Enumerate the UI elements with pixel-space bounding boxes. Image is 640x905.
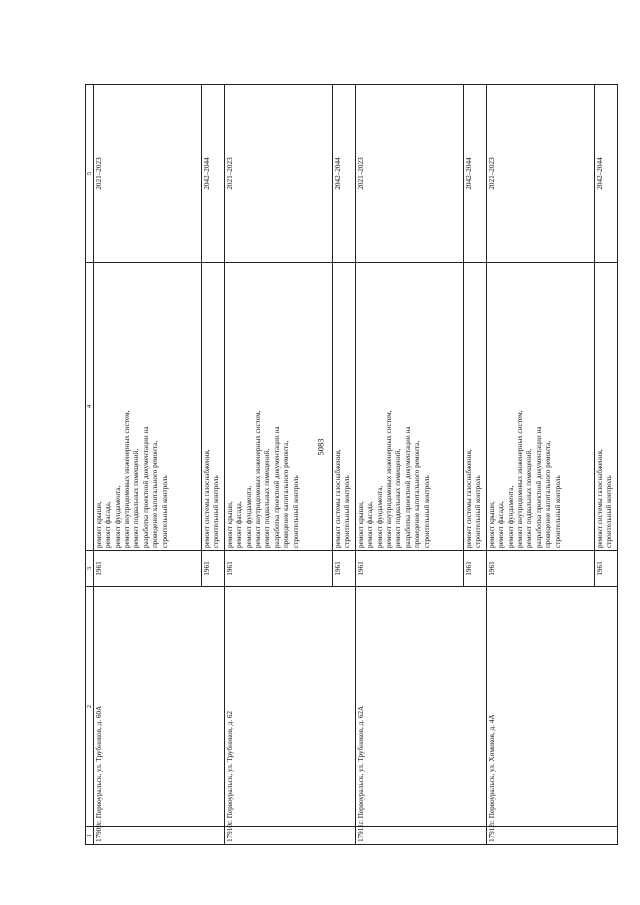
work-line: разработка проектной документации на bbox=[403, 426, 412, 548]
row-number: 17912. bbox=[487, 827, 618, 845]
work-line: ремонт крыши, bbox=[357, 501, 365, 548]
table-row bbox=[225, 85, 333, 845]
capital-repair-table bbox=[85, 84, 618, 845]
work-line: проведение капитального ремонта, bbox=[413, 440, 422, 548]
page-number: 5083 bbox=[315, 438, 325, 456]
year-cell: 1961 bbox=[356, 551, 464, 587]
address-cell: г. Первоуральск, ул. Трубников, д. 60А bbox=[94, 587, 225, 827]
work-line: проведение капитального ремонта, bbox=[544, 440, 553, 548]
work-line: ремонт фундамента, bbox=[506, 485, 515, 548]
header-col-2: 2 bbox=[86, 587, 94, 827]
work-line: ремонт фундамента, bbox=[244, 485, 253, 548]
row-number: 17909. bbox=[94, 827, 225, 845]
work-line: строительный контроль bbox=[422, 475, 431, 548]
year-cell: 1961 bbox=[94, 551, 202, 587]
work-line: ремонт фундамента, bbox=[375, 485, 384, 548]
work-line: ремонт фасада, bbox=[104, 501, 113, 548]
header-col-4: 4 bbox=[86, 263, 94, 551]
work-line: разработка проектной документации на bbox=[141, 426, 150, 548]
work-line: проведение капитального ремонта, bbox=[282, 440, 291, 548]
year-cell: 1961 bbox=[595, 551, 618, 587]
work-line: строительный контроль bbox=[212, 475, 221, 548]
period-cell: 2042–2044 bbox=[464, 85, 487, 263]
work-line: ремонт внутридомовых инженерных систем, bbox=[385, 410, 394, 548]
table-row bbox=[356, 85, 464, 845]
work-line: ремонт фасада, bbox=[235, 501, 244, 548]
year-cell: 1961 bbox=[333, 551, 356, 587]
header-row bbox=[86, 85, 94, 845]
period-cell: 2021–2023 bbox=[94, 85, 202, 263]
work-line: разработка проектной документации на bbox=[272, 426, 281, 548]
works-cell bbox=[487, 263, 595, 551]
work-line: ремонт подвальных помещений, bbox=[394, 448, 403, 548]
period-cell: 2042–2044 bbox=[202, 85, 225, 263]
works-cell bbox=[464, 263, 487, 551]
works-cell bbox=[225, 263, 333, 551]
address-cell: г. Первоуральск, ул. Химиков, д. 4А bbox=[487, 587, 618, 827]
works-cell bbox=[356, 263, 464, 551]
work-line: ремонт подвальных помещений, bbox=[525, 448, 534, 548]
work-line: ремонт подвальных помещений, bbox=[132, 448, 141, 548]
work-line: ремонт системы газоснабжения, bbox=[203, 449, 211, 548]
work-line: ремонт системы газоснабжения, bbox=[334, 449, 342, 548]
rotated-table-container bbox=[85, 85, 614, 845]
year-cell: 1961 bbox=[487, 551, 595, 587]
work-line: ремонт фасада, bbox=[497, 501, 506, 548]
address-cell: г. Первоуральск, ул. Трубников, д. 62 bbox=[225, 587, 356, 827]
work-line: ремонт крыши, bbox=[226, 501, 234, 548]
year-cell: 1961 bbox=[225, 551, 333, 587]
work-line: ремонт фундамента, bbox=[113, 485, 122, 548]
works-cell bbox=[595, 263, 618, 551]
table-body bbox=[94, 85, 618, 845]
work-line: ремонт крыши, bbox=[95, 501, 103, 548]
period-cell: 2021–2023 bbox=[356, 85, 464, 263]
work-line: строительный контроль bbox=[291, 475, 300, 548]
period-cell: 2021–2023 bbox=[487, 85, 595, 263]
works-cell bbox=[202, 263, 225, 551]
work-line: ремонт внутридомовых инженерных систем, bbox=[254, 410, 263, 548]
works-cell bbox=[333, 263, 356, 551]
work-line: проведение капитального ремонта, bbox=[151, 440, 160, 548]
period-cell: 2021–2023 bbox=[225, 85, 333, 263]
year-cell: 1961 bbox=[202, 551, 225, 587]
row-number: 17911. bbox=[356, 827, 487, 845]
work-line: ремонт подвальных помещений, bbox=[263, 448, 272, 548]
period-cell: 2042–2044 bbox=[595, 85, 618, 263]
row-number: 17910. bbox=[225, 827, 356, 845]
header-col-5: 5 bbox=[86, 85, 94, 263]
work-line: ремонт системы газоснабжения, bbox=[596, 449, 604, 548]
works-cell bbox=[94, 263, 202, 551]
table-row bbox=[487, 85, 595, 845]
work-line: строительный контроль bbox=[605, 475, 614, 548]
work-line: ремонт крыши, bbox=[488, 501, 496, 548]
table-row bbox=[94, 85, 202, 845]
work-line: строительный контроль bbox=[160, 475, 169, 548]
work-line: ремонт внутридомовых инженерных систем, bbox=[516, 410, 525, 548]
work-line: строительный контроль bbox=[474, 475, 483, 548]
work-line: ремонт системы газоснабжения, bbox=[465, 449, 473, 548]
work-line: ремонт фасада, bbox=[366, 501, 375, 548]
work-line: строительный контроль bbox=[343, 475, 352, 548]
work-line: строительный контроль bbox=[553, 475, 562, 548]
period-cell: 2042–2044 bbox=[333, 85, 356, 263]
year-cell: 1961 bbox=[464, 551, 487, 587]
work-line: разработка проектной документации на bbox=[534, 426, 543, 548]
header-col-3: 3 bbox=[86, 551, 94, 587]
header-col-1: 1 bbox=[86, 827, 94, 845]
work-line: ремонт внутридомовых инженерных систем, bbox=[123, 410, 132, 548]
address-cell: г. Первоуральск, ул. Трубников, д. 62А bbox=[356, 587, 487, 827]
